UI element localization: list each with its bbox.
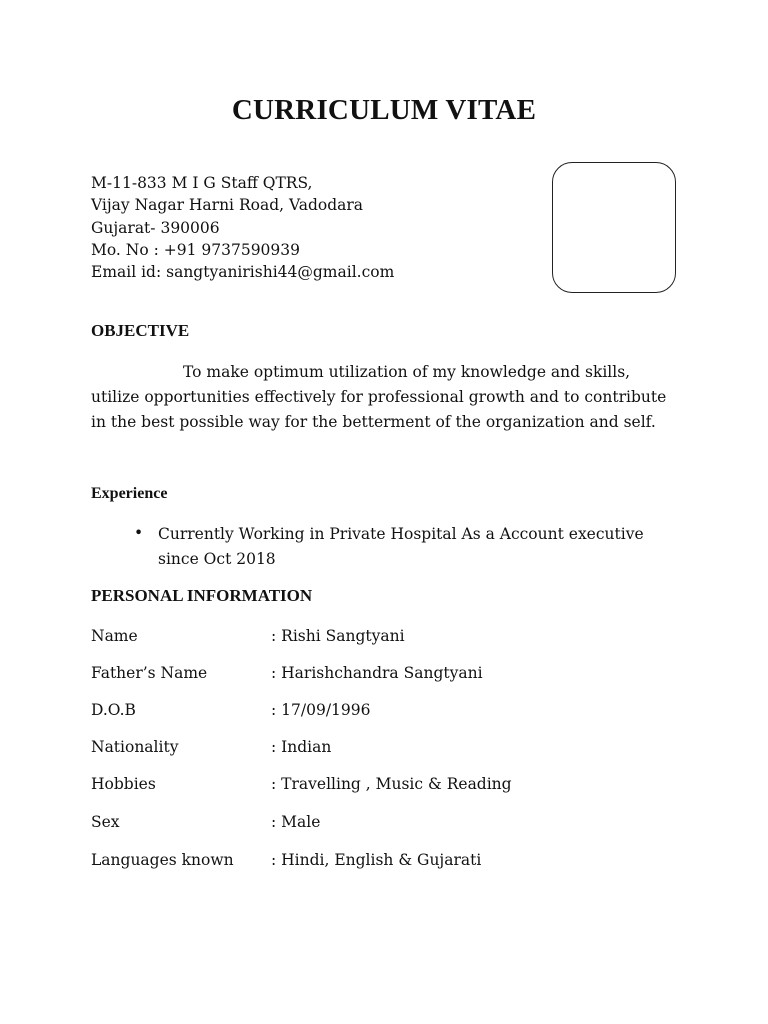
info-label: Hobbies — [91, 775, 156, 793]
info-label: Sex — [91, 813, 120, 831]
address-line: M-11-833 M I G Staff QTRS, — [91, 174, 313, 192]
info-value: : Travelling , Music & Reading — [271, 775, 512, 793]
phone-number: Mo. No : +91 9737590939 — [91, 240, 301, 259]
info-value: : Hindi, English & Gujarati — [271, 851, 482, 869]
info-label: Name — [91, 627, 138, 645]
info-value: : Male — [271, 813, 321, 831]
personal-info-heading: PERSONAL INFORMATION — [91, 586, 313, 605]
experience-item: Currently Working in Private Hospital As a Account executive since Oct 2018 — [158, 525, 644, 568]
info-label: D.O.B — [91, 701, 136, 719]
info-value: : 17/09/1996 — [271, 701, 371, 719]
bullet-icon: • — [134, 524, 144, 542]
address-block — [91, 172, 394, 283]
info-value: : Harishchandra Sangtyani — [271, 664, 483, 682]
experience-heading: Experience — [91, 485, 168, 502]
address-line: Gujarat- 390006 — [91, 218, 220, 237]
info-label: Nationality — [91, 738, 179, 756]
email-address: Email id: sangtyanirishi44@gmail.com — [91, 263, 395, 282]
objective-text: To make optimum utilization of my knowledge and skills, utilize opportunities effectively for professional growth and to contribute in the best possible way for the betterment of the organization and self. — [91, 363, 667, 431]
info-value: : Indian — [271, 738, 332, 756]
document-title: CURRICULUM VITAE — [231, 94, 537, 126]
photo-placeholder — [552, 162, 676, 293]
objective-heading: OBJECTIVE — [91, 321, 190, 340]
info-label: Languages known — [91, 851, 234, 869]
info-value: : Rishi Sangtyani — [271, 627, 405, 645]
info-label: Father’s Name — [91, 664, 208, 682]
address-line: Vijay Nagar Harni Road, Vadodara — [91, 196, 364, 215]
